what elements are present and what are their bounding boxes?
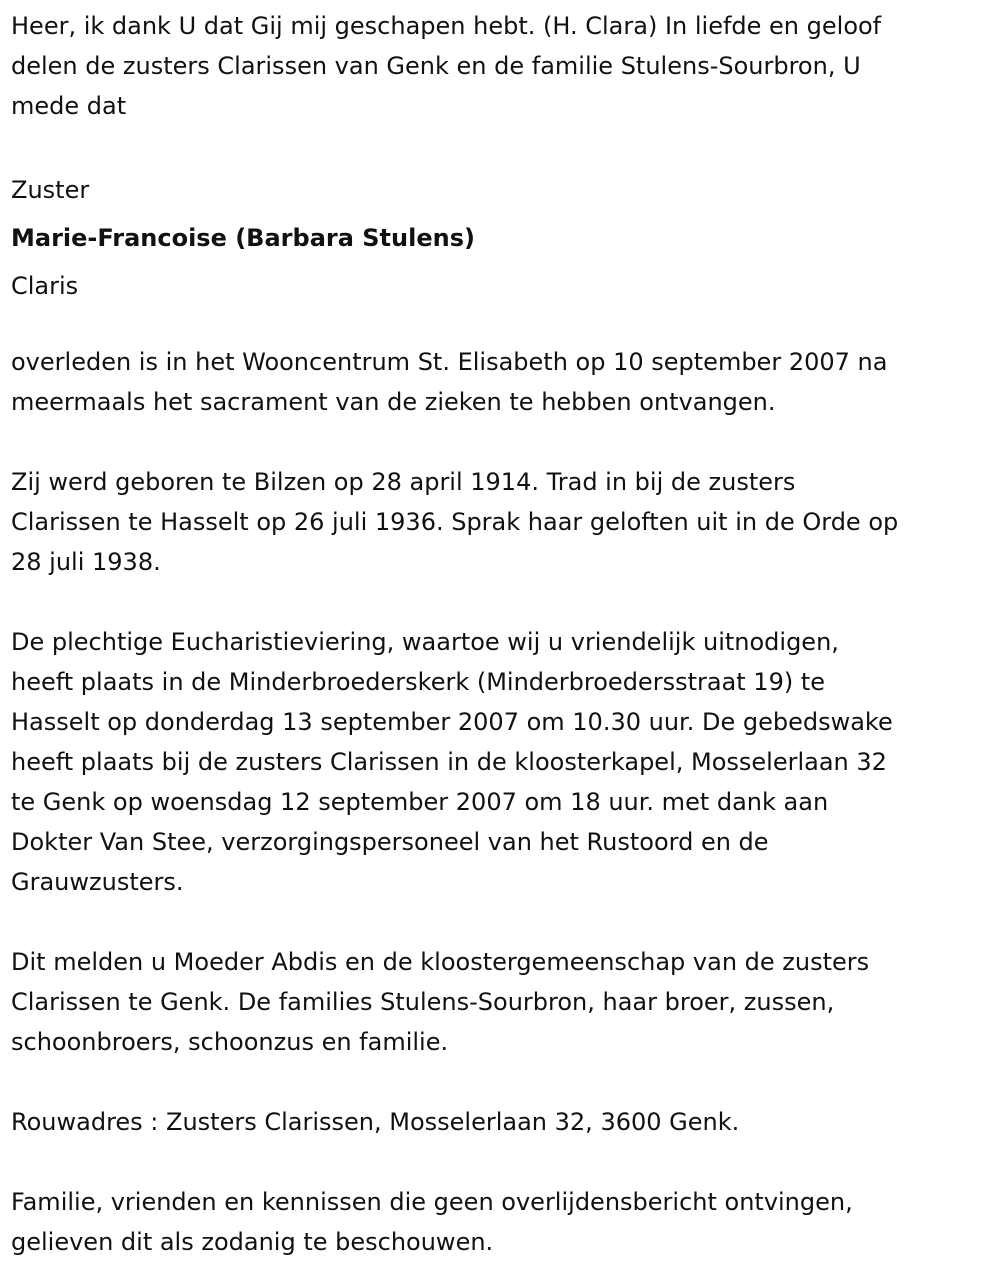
closing-paragraph	[11, 1182, 990, 1262]
paragraph-gap	[11, 126, 990, 166]
intro-line: mede dat	[11, 92, 127, 120]
intro-line: delen de zusters Clarissen van Genk en de familie Stulens-Sourbron, U	[11, 52, 861, 80]
paragraph-gap	[11, 310, 990, 342]
deceased-name: Marie-Francoise (Barbara Stulens)	[11, 224, 475, 252]
biography-paragraph	[11, 462, 990, 582]
biography-line: Zij werd geboren te Bilzen op 28 april 1914. Trad in bij de zusters	[11, 468, 796, 496]
ceremony-paragraph	[11, 622, 990, 902]
ceremony-line: heeft plaats in de Minderbroederskerk (Minderbroedersstraat 19) te	[11, 668, 826, 696]
deceased-order: Claris	[11, 272, 79, 300]
ceremony-line: Hasselt op donderdag 13 september 2007 om 10.30 uur. De gebedswake	[11, 708, 893, 736]
announcers-line: Clarissen te Genk. De families Stulens-Sourbron, haar broer, zussen,	[11, 988, 835, 1016]
paragraph-gap	[11, 902, 990, 942]
closing-line: gelieven dit als zodanig te beschouwen.	[11, 1228, 494, 1256]
biography-line: 28 juli 1938.	[11, 548, 161, 576]
ceremony-line: De plechtige Eucharistieviering, waartoe wij u vriendelijk uitnodigen,	[11, 628, 839, 656]
paragraph-gap	[11, 1062, 990, 1102]
announcers-line: Dit melden u Moeder Abdis en de kloostergemeenschap van de zusters	[11, 948, 870, 976]
ceremony-line: Grauwzusters.	[11, 868, 184, 896]
paragraph-gap	[11, 1142, 990, 1182]
mourning-address: Rouwadres : Zusters Clarissen, Mosselerlaan 32, 3600 Genk.	[11, 1108, 740, 1136]
closing-line: Familie, vrienden en kennissen die geen overlijdensbericht ontvingen,	[11, 1188, 853, 1216]
death-line: overleden is in het Wooncentrum St. Elisabeth op 10 september 2007 na	[11, 348, 888, 376]
ceremony-line: Dokter Van Stee, verzorgingspersoneel van het Rustoord en de	[11, 828, 769, 856]
paragraph-gap	[11, 422, 990, 462]
ceremony-line: heeft plaats bij de zusters Clarissen in de kloosterkapel, Mosselerlaan 32	[11, 748, 887, 776]
intro-paragraph	[11, 6, 990, 126]
death-line: meermaals het sacrament van de zieken te hebben ontvangen.	[11, 388, 776, 416]
ceremony-line: te Genk op woensdag 12 september 2007 om 18 uur. met dank aan	[11, 788, 829, 816]
deceased-block	[11, 166, 990, 310]
deceased-title: Zuster	[11, 176, 90, 204]
intro-line: Heer, ik dank U dat Gij mij geschapen hebt. (H. Clara) In liefde en geloof	[11, 12, 882, 40]
announcers-paragraph	[11, 942, 990, 1062]
death-paragraph	[11, 342, 990, 422]
announcers-line: schoonbroers, schoonzus en familie.	[11, 1028, 449, 1056]
paragraph-gap	[11, 582, 990, 622]
biography-line: Clarissen te Hasselt op 26 juli 1936. Sprak haar geloften uit in de Orde op	[11, 508, 899, 536]
